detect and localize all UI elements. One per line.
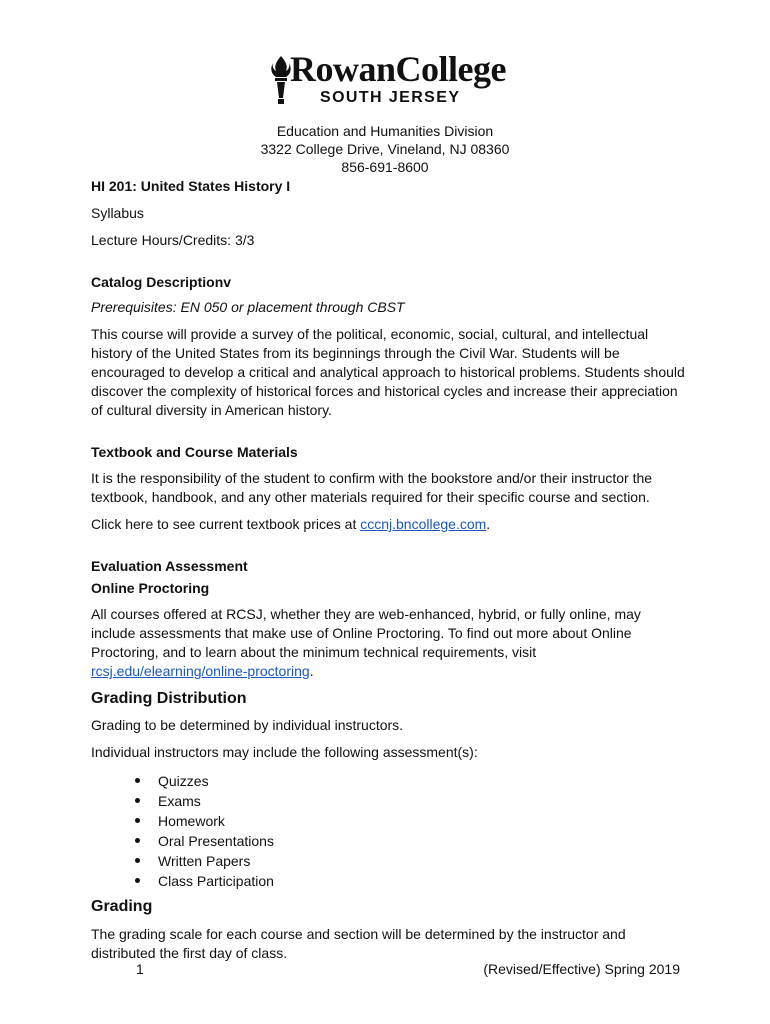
- bullet-icon: [135, 818, 140, 823]
- college-phone: 856-691-8600: [341, 159, 429, 175]
- division-name: Education and Humanities Division: [276, 123, 494, 139]
- proctoring-description: [91, 605, 691, 681]
- grading-heading: Grading: [91, 898, 153, 915]
- list-item-label: Homework: [158, 813, 225, 829]
- bullet-icon: [135, 798, 140, 803]
- list-item-label: Written Papers: [158, 853, 251, 869]
- proctoring-line: Proctoring, and to learn about the minimum technical requirements, visit: [91, 644, 537, 660]
- grading-description: [91, 925, 691, 963]
- textbook-prices-line: [91, 515, 490, 534]
- catalog-line: history of the United States from its beginnings through the Civil War. Students will be: [91, 345, 620, 361]
- grading-line: distributed the first day of class.: [91, 945, 288, 961]
- grading-distribution-heading: Grading Distribution: [91, 690, 247, 707]
- list-item-label: Exams: [158, 793, 201, 809]
- bullet-icon: [135, 778, 140, 783]
- proctoring-link[interactable]: rcsj.edu/elearning/online-proctoring: [91, 663, 310, 679]
- list-item-label: Class Participation: [158, 873, 274, 889]
- logo-college-name: RowanCollege: [290, 49, 506, 89]
- grading-line: The grading scale for each course and section will be determined by the instructor and: [91, 926, 626, 942]
- torch-icon: [270, 54, 292, 106]
- evaluation-heading: Evaluation Assessment: [91, 558, 248, 574]
- list-item-label: Oral Presentations: [158, 833, 274, 849]
- list-item: [130, 791, 274, 811]
- textbook-line: It is the responsibility of the student to confirm with the bookstore and/or their instructor the: [91, 470, 653, 486]
- hours-credits: Lecture Hours/Credits: 3/3: [91, 232, 255, 248]
- page-number: 1: [136, 961, 144, 977]
- list-item: [130, 871, 274, 891]
- textbook-prices-suffix: .: [486, 516, 491, 532]
- catalog-line: of cultural diversity in American history.: [91, 402, 332, 418]
- textbook-line: textbook, handbook, and any other materials required for their specific course and section.: [91, 489, 650, 505]
- bullet-icon: [135, 858, 140, 863]
- bullet-icon: [135, 838, 140, 843]
- grading-distribution-line1: Grading to be determined by individual instructors.: [91, 717, 404, 733]
- proctoring-link-suffix: .: [309, 663, 314, 679]
- list-item-label: Quizzes: [158, 773, 209, 789]
- list-item: [130, 831, 274, 851]
- college-address: 3322 College Drive, Vineland, NJ 08360: [260, 141, 510, 157]
- document-type: Syllabus: [91, 205, 144, 221]
- list-item: [130, 811, 274, 831]
- bookstore-link[interactable]: cccnj.bncollege.com: [360, 516, 487, 532]
- catalog-description: [91, 325, 691, 420]
- proctoring-line: include assessments that make use of Online Proctoring. To find out more about Online: [91, 625, 632, 641]
- catalog-line: discover the complexity of historical forces and historical cycles and increase their appreciation: [91, 383, 678, 399]
- catalog-line: This course will provide a survey of the political, economic, social, cultural, and intellectual: [91, 326, 649, 342]
- revision-note: (Revised/Effective) Spring 2019: [483, 961, 680, 977]
- grading-distribution-line2: Individual instructors may include the following assessment(s):: [91, 744, 478, 760]
- prerequisites: Prerequisites: EN 050 or placement through CBST: [91, 299, 405, 315]
- textbook-heading: Textbook and Course Materials: [91, 444, 298, 460]
- course-title: HI 201: United States History I: [91, 178, 291, 194]
- catalog-line: encouraged to develop a critical and analytical approach to historical problems. Students should: [91, 364, 685, 380]
- textbook-prices-text: Click here to see current textbook prices at: [91, 516, 361, 532]
- assessment-list: [130, 771, 274, 891]
- college-logo: [270, 49, 510, 108]
- textbook-description: [91, 469, 691, 507]
- list-item: [130, 771, 274, 791]
- online-proctoring-heading: Online Proctoring: [91, 580, 210, 596]
- proctoring-link-line: [91, 662, 691, 681]
- list-item: [130, 851, 274, 871]
- logo-subtitle: SOUTH JERSEY: [320, 89, 461, 106]
- bullet-icon: [135, 878, 140, 883]
- proctoring-line: All courses offered at RCSJ, whether they are web-enhanced, hybrid, or fully online, may: [91, 606, 641, 622]
- catalog-heading: Catalog Descriptionv: [91, 274, 232, 290]
